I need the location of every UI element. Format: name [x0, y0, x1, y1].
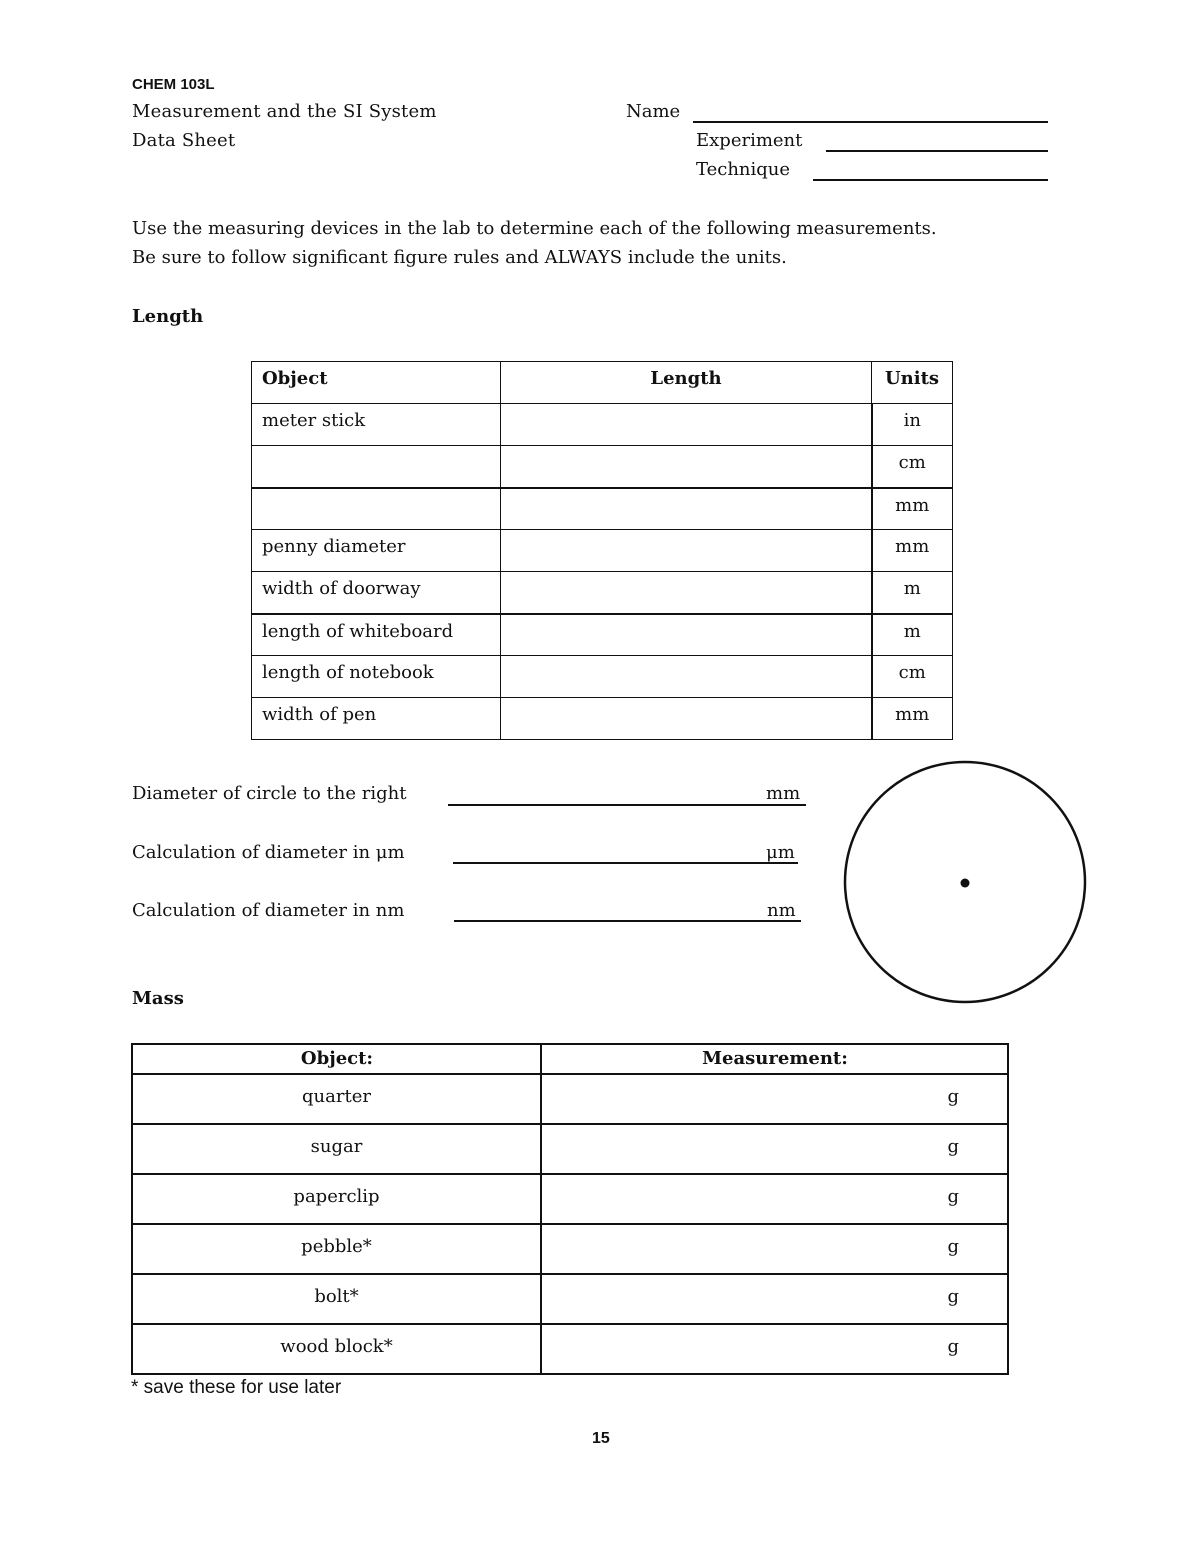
object-cell: bolt* [132, 1274, 541, 1324]
table-row [252, 572, 953, 614]
mass-table [131, 1043, 1009, 1375]
header-units: Units [872, 362, 953, 404]
object-cell: wood block* [132, 1324, 541, 1374]
measurement-input-cell[interactable]: g [541, 1124, 1008, 1174]
document-title: Measurement and the SI System [132, 101, 437, 122]
object-cell: quarter [132, 1074, 541, 1124]
units-cell: cm [872, 656, 953, 698]
table-row [252, 404, 953, 446]
length-section-title: Length [132, 306, 204, 327]
table-row [132, 1124, 1008, 1174]
technique-field[interactable] [813, 179, 1048, 181]
units-cell: m [872, 614, 953, 656]
diameter-label: Diameter of circle to the right [132, 783, 407, 804]
length-table-header [252, 362, 953, 404]
table-row [252, 614, 953, 656]
units-cell: in [872, 404, 953, 446]
length-input-cell[interactable] [501, 614, 872, 656]
object-cell [252, 446, 501, 488]
length-input-cell[interactable] [501, 446, 872, 488]
object-cell: width of doorway [252, 572, 501, 614]
footnote: * save these for use later [131, 1377, 342, 1398]
object-cell: length of notebook [252, 656, 501, 698]
um-unit: μm [766, 842, 795, 863]
measurement-input-cell[interactable]: g [541, 1224, 1008, 1274]
measurement-input-cell[interactable]: g [541, 1274, 1008, 1324]
um-calculation-field[interactable] [453, 862, 798, 864]
measurement-input-cell[interactable]: g [541, 1074, 1008, 1124]
object-cell: sugar [132, 1124, 541, 1174]
mass-section-title: Mass [132, 988, 184, 1009]
table-row [252, 698, 953, 740]
instructions-line-2: Be sure to follow significant figure rules and ALWAYS include the units. [132, 247, 787, 268]
length-input-cell[interactable] [501, 530, 872, 572]
nm-calculation-field[interactable] [454, 920, 801, 922]
length-input-cell[interactable] [501, 572, 872, 614]
length-input-cell[interactable] [501, 488, 872, 530]
object-cell: width of pen [252, 698, 501, 740]
length-input-cell[interactable] [501, 656, 872, 698]
nm-calculation-label: Calculation of diameter in nm [132, 900, 405, 921]
units-cell: cm [872, 446, 953, 488]
instructions-line-1: Use the measuring devices in the lab to determine each of the following measurements. [132, 218, 937, 239]
table-row [252, 530, 953, 572]
units-cell: mm [872, 530, 953, 572]
document-subtitle: Data Sheet [132, 130, 236, 151]
name-label: Name [626, 101, 681, 122]
table-row [132, 1274, 1008, 1324]
diameter-unit: mm [766, 783, 801, 804]
table-row [132, 1174, 1008, 1224]
technique-label: Technique [696, 159, 791, 180]
table-row [132, 1074, 1008, 1124]
header-length: Length [501, 362, 872, 404]
header-measurement: Measurement: [541, 1044, 1008, 1074]
measurement-circle [840, 757, 1092, 1009]
experiment-label: Experiment [696, 130, 803, 151]
page-number: 15 [592, 1430, 610, 1447]
object-cell [252, 488, 501, 530]
object-cell: penny diameter [252, 530, 501, 572]
measurement-input-cell[interactable]: g [541, 1324, 1008, 1374]
units-cell: m [872, 572, 953, 614]
object-cell: meter stick [252, 404, 501, 446]
mass-table-header [132, 1044, 1008, 1074]
um-calculation-label: Calculation of diameter in μm [132, 842, 405, 863]
course-code: CHEM 103L [132, 76, 215, 93]
object-cell: pebble* [132, 1224, 541, 1274]
length-input-cell[interactable] [501, 404, 872, 446]
table-row [252, 446, 953, 488]
table-row [132, 1324, 1008, 1374]
length-input-cell[interactable] [501, 698, 872, 740]
measurement-input-cell[interactable]: g [541, 1174, 1008, 1224]
diameter-field[interactable] [448, 804, 806, 806]
name-field[interactable] [693, 121, 1048, 123]
experiment-field[interactable] [826, 150, 1048, 152]
length-table [251, 361, 953, 740]
header-object: Object [252, 362, 501, 404]
header-object: Object: [132, 1044, 541, 1074]
units-cell: mm [872, 698, 953, 740]
nm-unit: nm [767, 900, 796, 921]
object-cell: paperclip [132, 1174, 541, 1224]
object-cell: length of whiteboard [252, 614, 501, 656]
circle-center-dot [961, 879, 970, 888]
table-row [252, 656, 953, 698]
table-row [132, 1224, 1008, 1274]
units-cell: mm [872, 488, 953, 530]
table-row [252, 488, 953, 530]
